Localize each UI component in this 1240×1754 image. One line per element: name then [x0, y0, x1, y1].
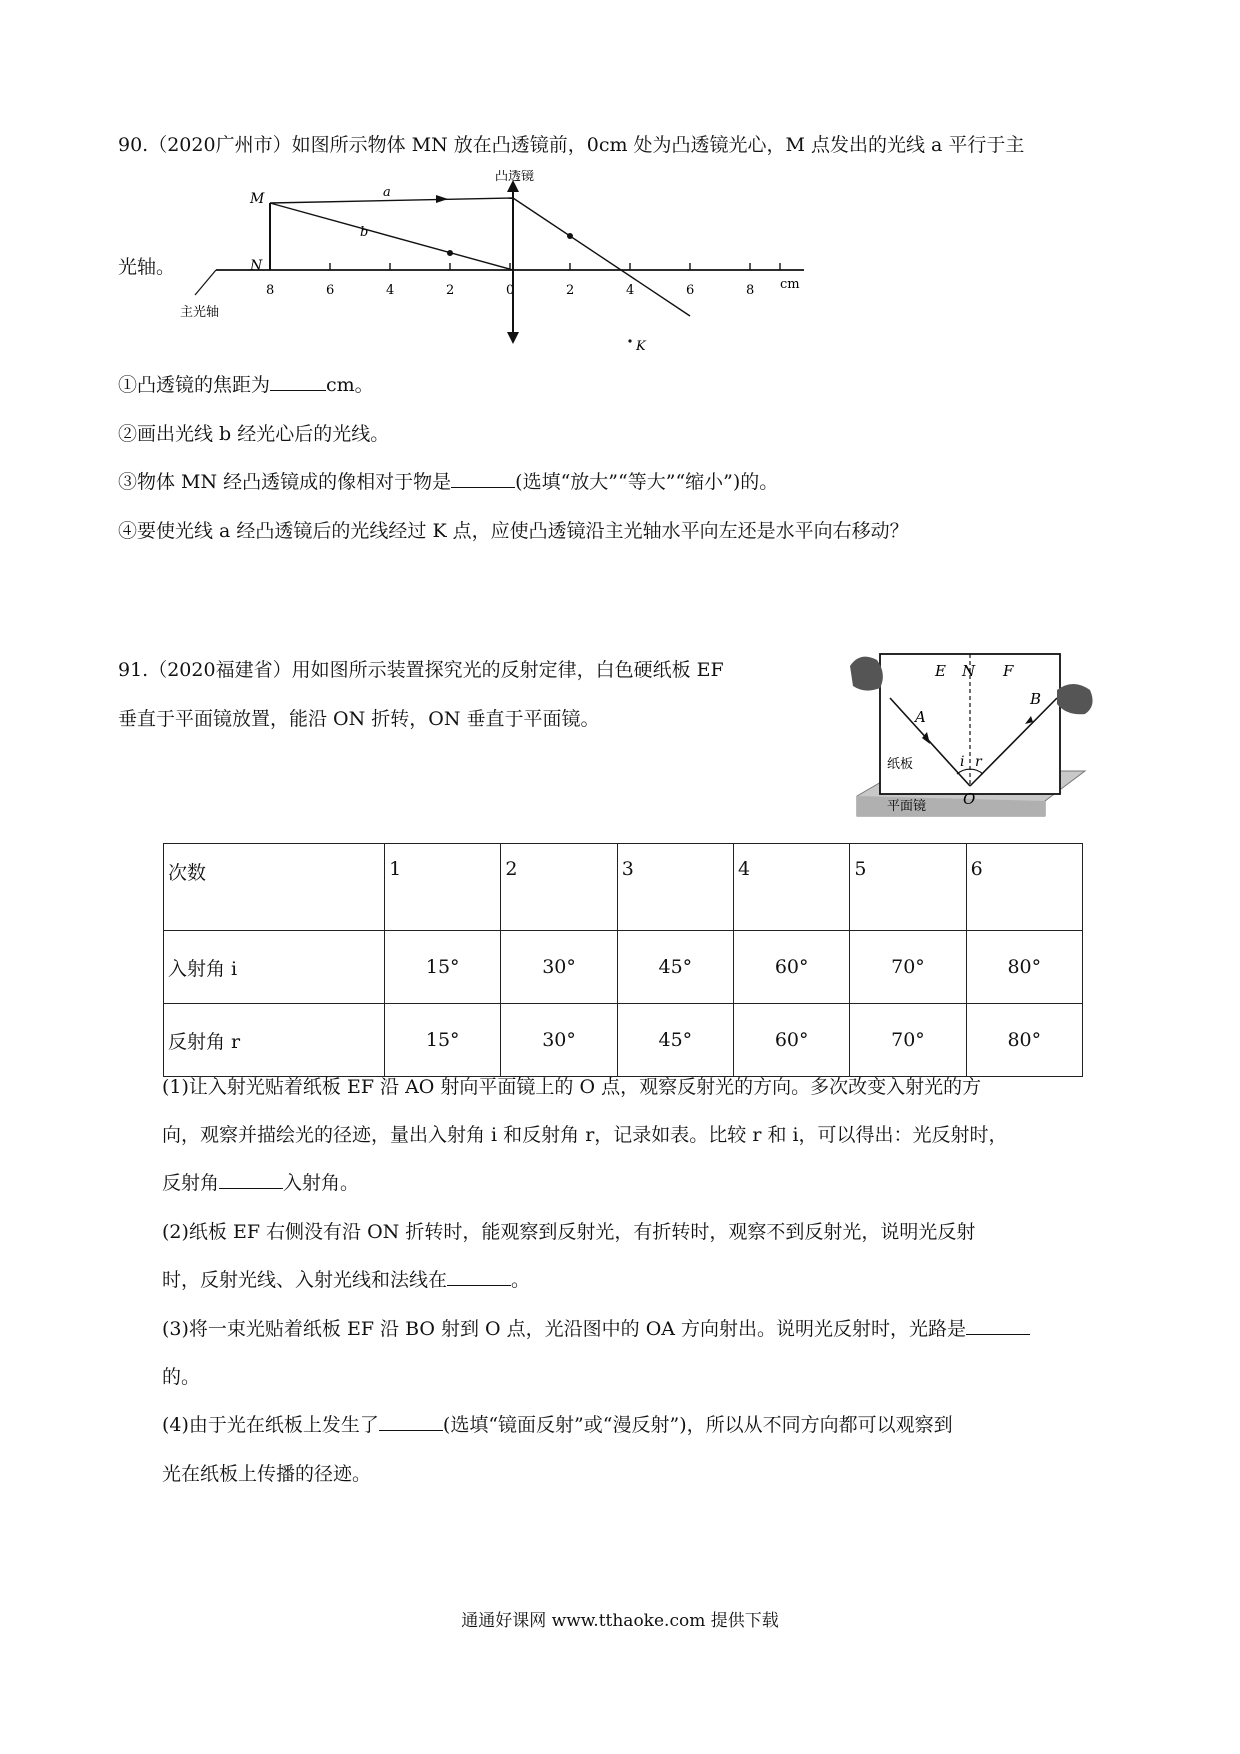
axis-ticks: [270, 263, 780, 270]
table-cell: 2: [501, 844, 617, 931]
tick-label: 4: [386, 283, 395, 298]
q91-p3-text: (3)将一束光贴着纸板 EF 沿 BO 射到 O 点，光沿图中的 OA 方向射出。说明光反射时，光路是: [162, 1318, 967, 1340]
lens-diagram: [180, 170, 840, 355]
tick-label: 2: [446, 283, 455, 298]
point-N-label: N: [250, 258, 263, 274]
table-cell: 次数: [164, 844, 385, 931]
table-cell: 60°: [734, 1004, 850, 1077]
reflection-apparatus: [835, 646, 1105, 821]
table-cell: 30°: [501, 931, 617, 1004]
label-r: r: [975, 754, 982, 770]
ray-b-label: b: [360, 225, 369, 240]
q91-p1-line3: [162, 1168, 359, 1195]
table-cell: 5: [850, 844, 966, 931]
answer-blank[interactable]: [447, 1267, 511, 1286]
q91-p3-line1: [162, 1314, 1030, 1341]
table-cell: 70°: [850, 931, 966, 1004]
label-i: i: [960, 754, 965, 770]
mirror-label: 平面镜: [887, 799, 927, 814]
q91-p4-options: (选填“镜面反射”或“漫反射”)，所以从不同方向都可以观察到: [442, 1414, 953, 1436]
q90-sub3-text: ③物体 MN 经凸透镜成的像相对于物是: [118, 471, 452, 493]
table-cell: 4: [734, 844, 850, 931]
label-O: O: [963, 790, 976, 808]
answer-blank[interactable]: [966, 1316, 1030, 1335]
ray-a-arrow: [436, 195, 448, 203]
q91-p4-line2: 光在纸板上传播的径迹。: [162, 1463, 372, 1485]
table-row: [164, 1004, 1083, 1077]
table-row: [164, 844, 1083, 931]
ray-b: [270, 203, 513, 270]
q90-sub4: ④要使光线 a 经凸透镜后的光线经过 K 点，应使凸透镜沿主光轴水平向左还是水平向右移动？: [118, 520, 909, 542]
ray-a-label: a: [383, 185, 391, 200]
tick-label: 6: [686, 283, 695, 298]
ray-b-dot: [447, 250, 453, 256]
q90-sub1-text: ①凸透镜的焦距为: [118, 374, 271, 396]
q91-p4-line1: [162, 1410, 953, 1437]
ray-a: [270, 198, 513, 203]
answer-blank[interactable]: [379, 1412, 443, 1431]
answer-blank[interactable]: [219, 1170, 283, 1189]
point-K-label: K: [636, 339, 646, 354]
table-cell: 3: [617, 844, 733, 931]
point-K-dot: [628, 339, 631, 342]
table-cell: 60°: [734, 931, 850, 1004]
q91-p1-text-end: 入射角。: [283, 1172, 360, 1194]
q90-stem-line2: 光轴。: [118, 256, 176, 278]
table-cell: 70°: [850, 1004, 966, 1077]
table-cell: 45°: [617, 931, 733, 1004]
lens-label: 凸透镜: [495, 170, 535, 184]
table-cell: 45°: [617, 1004, 733, 1077]
axis-pointer-line: [195, 270, 216, 295]
table-row-label: 入射角 i: [164, 931, 385, 1004]
label-F: F: [1003, 662, 1014, 680]
q90-sub1-unit: cm。: [326, 374, 374, 396]
left-hand-icon: [850, 657, 883, 691]
focus-dot: [567, 233, 573, 239]
ray-a-refracted: [513, 198, 690, 316]
data-table: [163, 843, 1083, 1077]
q91-p1-text: 反射角: [162, 1172, 220, 1194]
q90-sub2: ②画出光线 b 经光心后的光线。: [118, 423, 390, 445]
lens-arrow-bottom: [507, 332, 519, 344]
label-N: N: [962, 662, 976, 680]
q91-p3-line2: 的。: [162, 1366, 201, 1388]
q91-p2-text: 时，反射光线、入射光线和法线在: [162, 1269, 448, 1291]
tick-label: 8: [746, 283, 755, 298]
tick-label: 4: [626, 283, 635, 298]
answer-blank[interactable]: [270, 372, 326, 391]
label-A: A: [915, 708, 926, 726]
q91-stem-line1: 91.（2020福建省）用如图所示装置探究光的反射定律，白色硬纸板 EF: [118, 659, 724, 681]
page-footer: 通通好课网 www.tthaoke.com 提供下载: [461, 1611, 779, 1631]
q91-p1-line1: (1)让入射光贴着纸板 EF 沿 AO 射向平面镜上的 O 点，观察反射光的方向。多次改变入射光的方: [162, 1076, 982, 1098]
q91-p2-line1: (2)纸板 EF 右侧没有沿 ON 折转时，能观察到反射光，有折转时，观察不到反射光，说明光反射: [162, 1221, 976, 1243]
tick-label: 6: [326, 283, 335, 298]
q91-stem-line2: 垂直于平面镜放置，能沿 ON 折转，ON 垂直于平面镜。: [118, 708, 600, 730]
table-cell: 1: [385, 844, 501, 931]
table-cell: 15°: [385, 931, 501, 1004]
q90-sub1: [118, 370, 374, 397]
tick-label: 0: [506, 283, 515, 298]
point-M-label: M: [250, 191, 265, 207]
axis-label: 主光轴: [180, 305, 220, 320]
q91-p2-text-end: 。: [511, 1269, 531, 1291]
table-cell: 80°: [966, 931, 1082, 1004]
q90-sub3-options: (选填“放大”“等大”“缩小”)的。: [515, 471, 779, 493]
board-label: 纸板: [887, 757, 914, 772]
q91-p1-line2: 向，观察并描绘光的径迹，量出入射角 i 和反射角 r，记录如表。比较 r 和 i，可以得出：光反射时，: [162, 1124, 1008, 1146]
q90-stem-line1: 90.（2020广州市）如图所示物体 MN 放在凸透镜前，0cm 处为凸透镜光心，M 点发出的光线 a 平行于主: [118, 134, 1025, 156]
label-B: B: [1030, 690, 1042, 708]
q91-p4-text: (4)由于光在纸板上发生了: [162, 1414, 379, 1436]
tick-label: 8: [266, 283, 275, 298]
table-cell: 6: [966, 844, 1082, 931]
table-cell: 15°: [385, 1004, 501, 1077]
q91-p2-line2: [162, 1265, 530, 1292]
table-row-label: 反射角 r: [164, 1004, 385, 1077]
table-cell: 30°: [501, 1004, 617, 1077]
answer-blank[interactable]: [451, 469, 515, 488]
table-cell: 80°: [966, 1004, 1082, 1077]
tick-label: 2: [566, 283, 575, 298]
q90-sub3: [118, 467, 778, 494]
unit-label: cm: [780, 277, 800, 292]
table-row: [164, 931, 1083, 1004]
label-E: E: [935, 662, 946, 680]
right-hand-icon: [1057, 684, 1093, 714]
